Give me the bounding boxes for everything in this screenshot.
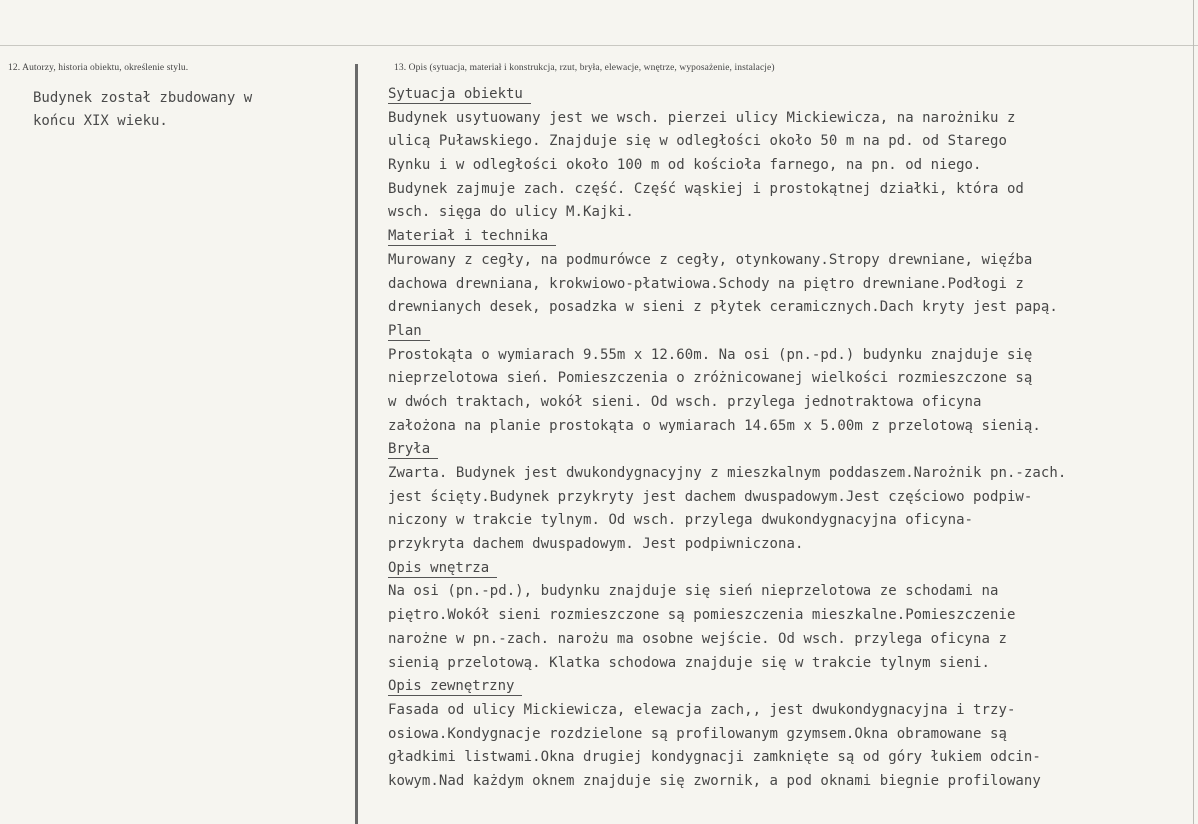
column-divider (355, 64, 358, 824)
text-line: przykryta dachem dwuspadowym. Jest podpiwniczona. (388, 536, 804, 553)
text-line: Na osi (pn.-pd.), budynku znajduje się sień nieprzelotowa ze schodami na (388, 583, 999, 600)
authors-history-text (33, 87, 333, 133)
description-text (388, 83, 1178, 794)
text-line: Prostokąta o wymiarach 9.55m x 12.60m. Na osi (pn.-pd.) budynku znajduje się (388, 346, 1033, 363)
text-line: dachowa drewniana, krokwiowo-płatwiowa.Schody na piętro drewniane.Podłogi z (388, 275, 1024, 292)
section-heading (388, 557, 1178, 581)
text-line: wsch. sięga do ulicy M.Kajki. (388, 204, 634, 221)
text-line: Budynek zajmuje zach. część. Część wąskiej i prostokątnej działki, która od (388, 180, 1024, 197)
section-heading-text: Sytuacja obiektu (388, 85, 531, 104)
text-line: ulicą Puławskiego. Znajduje się w odległości około 50 m na pd. od Starego (388, 133, 1007, 150)
text-line: drewnianych desek, posadzka w sieni z płytek ceramicznych.Dach kryty jest papą. (388, 299, 1058, 316)
section-heading-text: Materiał i technika (388, 227, 556, 246)
text-line: założona na planie prostokąta o wymiarach 14.65m x 5.00m z przelotową sienią. (388, 417, 1041, 434)
section-heading (388, 675, 1178, 699)
section-heading (388, 225, 1178, 249)
section-12-header: 12. Autorzy, historia obiektu, określenie stylu. (8, 63, 189, 73)
text-line: osiowa.Kondygnacje rozdzielone są profilowanym gzymsem.Okna obramowane są (388, 725, 1007, 742)
text-line: sienią przelotową. Klatka schodowa znajduje się w trakcie tylnym sieni. (388, 654, 990, 671)
section-12-column (0, 0, 356, 824)
text-line: niczony w trakcie tylnym. Od wsch. przylega dwukondygnacyjna oficyna- (388, 512, 974, 529)
section-heading (388, 438, 1178, 462)
text-line: jest ścięty.Budynek przykryty jest dachem dwuspadowym.Jest częściowo podpiw- (388, 488, 1033, 505)
section-13-header: 13. Opis (sytuacja, materiał i konstrukcja, rzut, bryła, elewacje, wnętrze, wyposażenie, instalacje) (394, 63, 775, 73)
text-line: kowym.Nad każdym oknem znajduje się zwornik, a pod oknami biegnie profilowany (388, 772, 1041, 789)
section-heading (388, 83, 1178, 107)
text-line: narożne w pn.-zach. narożu ma osobne wejście. Od wsch. przylega oficyna z (388, 630, 1007, 647)
section-heading-text: Opis wnętrza (388, 559, 497, 578)
left-text-line: końcu XIX wieku. (33, 113, 168, 129)
text-line: Zwarta. Budynek jest dwukondygnacyjny z mieszkalnym poddaszem.Narożnik pn.-zach. (388, 465, 1067, 481)
section-heading-text: Opis zewnętrzny (388, 677, 522, 696)
text-line: piętro.Wokół sieni rozmieszczone są pomieszczenia mieszkalne.Pomieszczenie (388, 607, 1016, 624)
text-line: gładkimi listwami.Okna drugiej kondygnacji zamknięte są od góry łukiem odcin- (388, 749, 1041, 766)
text-line: Budynek usytuowany jest we wsch. pierzei ulicy Mickiewicza, na narożniku z (388, 109, 1016, 126)
section-heading-text: Plan (388, 322, 430, 341)
text-line: Fasada od ulicy Mickiewicza, elewacja zach,, jest dwukondygnacyjna i trzy- (388, 701, 1016, 718)
text-line: nieprzelotowa sień. Pomieszczenia o zróżnicowanej wielkości rozmieszczone są (388, 370, 1033, 387)
text-line: Rynku i w odległości około 100 m od kościoła farnego, na pn. od niego. (388, 157, 982, 174)
section-heading-text: Bryła (388, 440, 438, 459)
left-text-line: Budynek został zbudowany w (33, 90, 253, 106)
text-line: w dwóch traktach, wokół sieni. Od wsch. przylega jednotraktowa oficyna (388, 393, 982, 410)
section-heading (388, 320, 1178, 344)
text-line: Murowany z cegły, na podmurówce z cegły, otynkowany.Stropy drewniane, więźba (388, 251, 1033, 268)
